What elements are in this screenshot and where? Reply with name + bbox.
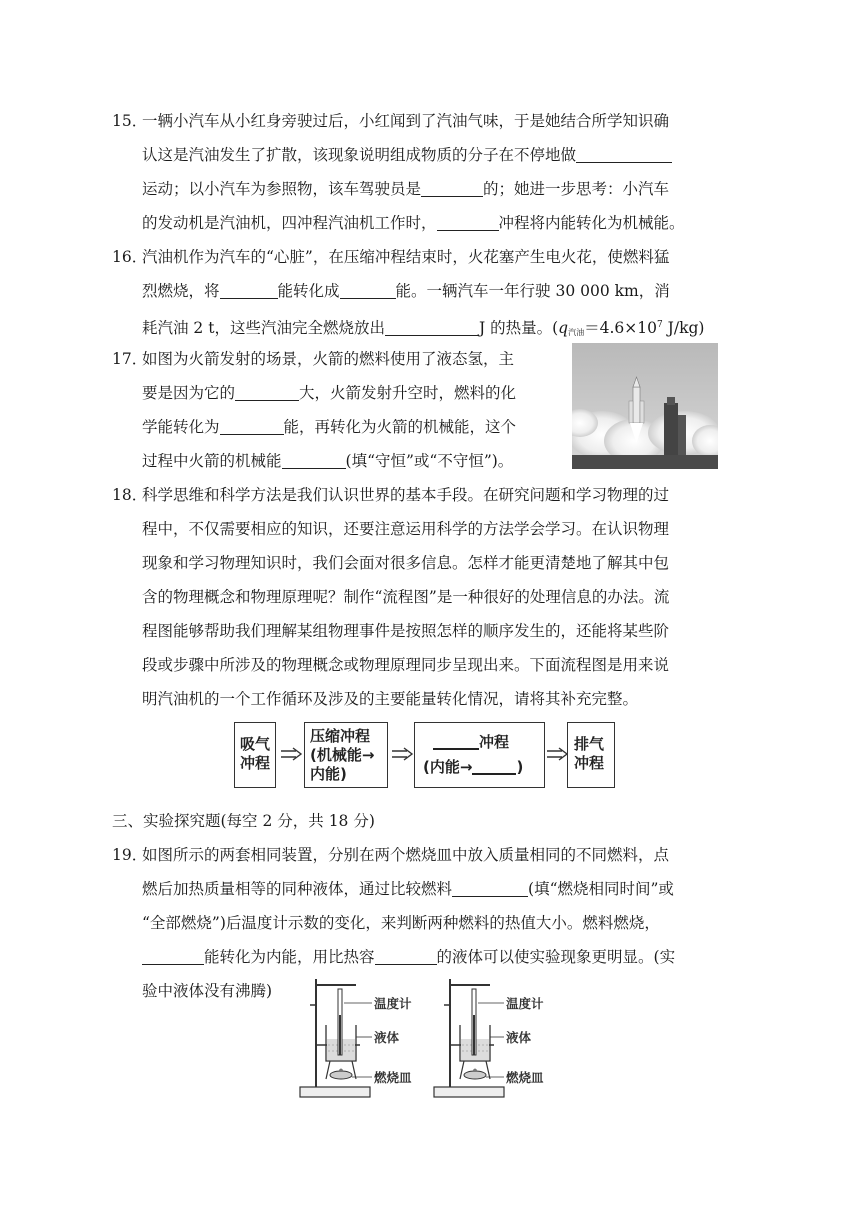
q-unit: J/kg) [662,319,705,337]
q16-line-3a: 耗汽油 2 t，这些汽油完全燃烧放出 [142,319,385,337]
q19-line-1: 如图所示的两套相同装置，分别在两个燃烧皿中放入质量相同的不同燃料，点 [142,846,670,864]
q15-line-1: 一辆小汽车从小红身旁驶过后，小红闻到了汽油气味，于是她结合所学知识确 [142,112,670,130]
flow-box-text: 冲程 [574,754,605,772]
q19-line-4a: 能转化为内能，用比热容 [204,948,375,966]
section-heading: 三、实验探究题(每空 2 分，共 18 分) [112,812,375,830]
answer-blank[interactable] [235,382,299,401]
flow-box-text: 排气 [574,735,605,753]
flow-box-intake [234,722,276,788]
label-dish: 燃烧皿 [506,1070,544,1085]
label-liquid: 液体 [506,1030,532,1045]
q-symbol: q [558,319,569,337]
q17-line-2b: 大，火箭发射升空时，燃料的化 [299,384,517,402]
question-15 [112,104,742,240]
flow-box-text: ) [516,758,524,776]
answer-blank[interactable] [385,317,479,336]
flow-box-text: 冲程 [240,754,271,772]
flow-box-text: 冲程 [479,733,510,751]
double-arrow-icon [281,746,303,764]
answer-blank[interactable] [282,450,346,469]
q19-line-2a: 燃后加热质量相等的同种液体，通过比较燃料 [142,880,453,898]
flow-box-power [414,722,545,788]
double-arrow-icon [547,746,569,764]
q17-line-3b: 能，再转化为火箭的机械能，这个 [283,418,517,436]
q18-line-7: 明汽油机的一个工作循环及涉及的主要能量转化情况，请将其补充完整。 [142,690,639,708]
label-dish: 燃烧皿 [374,1070,412,1085]
flow-answer-blank[interactable] [433,734,479,750]
q17-line-1: 如图为火箭发射的场景，火箭的燃料使用了液态氢，主 [142,350,515,368]
q18-line-2: 程中，不仅需要相应的知识，还要注意运用科学的方法学会学习。在认识物理 [142,520,670,538]
answer-blank[interactable] [375,946,437,965]
q16-line-3b: J 的热量。( [478,319,559,337]
q16-line-2b: 能转化成 [277,282,340,300]
q19-line-4b: 的液体可以使实验现象更明显。(实 [436,948,676,966]
question-number: 18． [112,486,148,504]
gasoline-engine-flowchart [234,722,624,792]
flow-box-text: (内能→ [423,758,473,776]
answer-blank[interactable] [220,416,284,435]
q16-line-1: 汽油机作为汽车的“心脏”，在压缩冲程结束时，火花塞产生电火花，使燃料猛 [142,248,670,266]
q19-line-2b: (填“燃烧相同时间”或 [528,880,674,898]
double-arrow-icon [392,746,414,764]
question-18 [112,478,742,716]
question-number: 16． [112,248,148,266]
q-exponent: 7 [656,320,663,330]
flow-box-compression [304,722,388,788]
q15-line-4b: 冲程将内能转化为机械能。 [498,214,685,232]
q15-line-3b: 的；她进一步思考：小汽车 [483,180,670,198]
flow-answer-blank[interactable] [472,759,516,775]
q19-line-5: 验中液体没有沸腾) [142,982,273,1000]
label-liquid: 液体 [374,1030,400,1045]
answer-blank[interactable] [220,280,278,299]
flow-box-text: 压缩冲程 [310,727,371,745]
q17-line-4b: (填“守恒”或“不守恒”)。 [345,452,514,470]
heating-apparatus-diagram [298,975,560,1103]
q-value: ＝4.6×10 [584,319,657,337]
q17-line-3a: 学能转化为 [142,418,220,436]
question-number: 17． [112,350,148,368]
q16-line-2c: 能。一辆汽车一年行驶 30 000 km，消 [395,282,670,300]
answer-blank[interactable] [576,144,672,163]
label-thermometer: 温度计 [506,996,544,1011]
answer-blank[interactable] [452,878,528,897]
flow-box-text: (机械能→ [310,746,375,764]
apparatus-right [434,979,544,1097]
apparatus-left [300,979,412,1097]
answer-blank[interactable] [340,280,396,299]
q18-line-3: 现象和学习物理知识时，我们会面对很多信息。怎样才能更清楚地了解其中包 [142,554,670,572]
flow-box-text: 内能) [310,765,347,783]
flow-box-text: 吸气 [240,735,271,753]
q18-line-6: 段或步骤中所涉及的物理概念或物理原理同步呈现出来。下面流程图是用来说 [142,656,670,674]
q15-line-4a: 的发动机是汽油机，四冲程汽油机工作时， [142,214,437,232]
question-number: 15． [112,112,148,130]
q18-line-1: 科学思维和科学方法是我们认识世界的基本手段。在研究问题和学习物理的过 [142,486,670,504]
q18-line-5: 程图能够帮助我们理解某组物理事件是按照怎样的顺序发生的，还能将某些阶 [142,622,670,640]
label-thermometer: 温度计 [374,996,412,1011]
question-16 [112,240,742,350]
q19-line-3: “全部燃烧”)后温度计示数的变化，来判断两种燃料的热值大小。燃料燃烧， [142,914,660,932]
flow-box-exhaust [567,722,615,788]
answer-blank[interactable] [421,178,483,197]
q15-line-3a: 运动；以小汽车为参照物，该车驾驶员是 [142,180,422,198]
q15-line-2: 认这是汽油发生了扩散，该现象说明组成物质的分子在不停地做 [142,146,577,164]
q17-line-2a: 要是因为它的 [142,384,236,402]
q17-line-4a: 过程中火箭的机械能 [142,452,282,470]
answer-blank[interactable] [437,212,499,231]
q18-line-4: 含的物理概念和物理原理呢？制作“流程图”是一种很好的处理信息的办法。流 [142,588,670,606]
q-subscript: 汽油 [568,328,585,337]
rocket-launch-photo [572,343,718,469]
answer-blank[interactable] [142,946,204,965]
question-number: 19． [112,846,148,864]
q16-line-2a: 烈燃烧，将 [142,282,220,300]
